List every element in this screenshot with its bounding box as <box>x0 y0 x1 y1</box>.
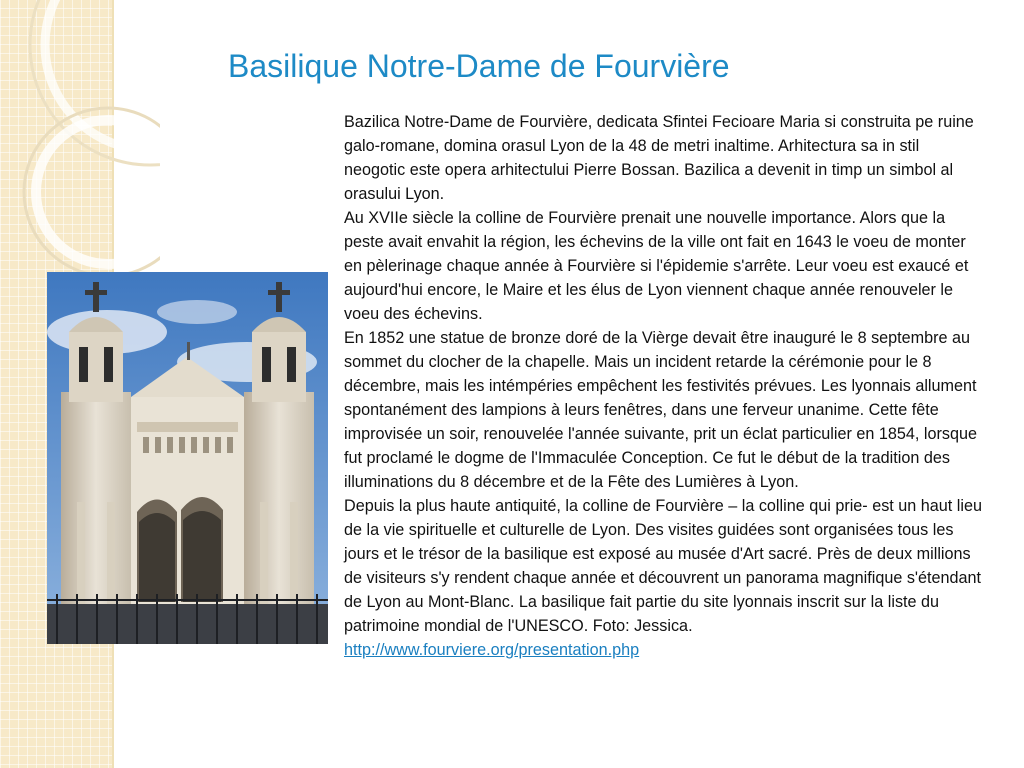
paragraph-colline-qui-prie: Depuis la plus haute antiquité, la colline de Fourvière – la colline qui prie- est un haut lieu de la vie spirituelle et culturelle de Lyon. Des visites guidées sont organisées tous les jours et le trésor de la basilique est exposé au musée d'Art sacré. Près de deux millions de visiteurs s'y rendent chaque année et découvrent un panorama magnifique s'étendant de Lyon au Mont-Blanc. La basilique fait partie du site lyonnais inscrit sur la liste du patrimoine mondial de l'UNESCO. Foto: Jessica. <box>344 497 982 635</box>
slide-title: Basilique Notre-Dame de Fourvière <box>228 48 730 84</box>
paragraph-statue-1852: En 1852 une statue de bronze doré de la Vièrge devait être inauguré le 8 septembre au sommet du clocher de la chapelle. Mais un incident retarde la cérémonie pour le 8 décembre, mais les intémpéries empêchent les festivités prévues. Les lyonnais allument spontanément des lampions à leurs fenêtres, dans une ferveur unanime. Cette fête improvisée un soir, renouvelée l'année suivante, prit un éclat particulier en 1854, lorsque fut proclamé le dogme de l'Immaculée Conception. Ce fut le début de la tradition des illuminations du 8 décembre et de la Fête des Lumières à Lyon. <box>344 329 977 491</box>
paragraph-xviie-siecle: Au XVIIe siècle la colline de Fourvière prenait une nouvelle importance. Alors que la peste avait envahit la région, les échevins de la ville ont fait en 1643 le voeu de monter en pèlerinage chaque année à Fourvière si l'épidemie s'arrête. Leur voeu est exaucé et aujourd'hui encore, le Maire et les élus de Lyon viennent chaque année renouveler le voeu des échevins. <box>344 209 969 323</box>
paragraph-basilica-intro: Bazilica Notre-Dame de Fourvière, dedicata Sfintei Fecioare Maria si construita pe ruine galo-romane, domina orasul Lyon de la 48 de metri inaltime. Arhitectura sa in stil neogotic este opera arhitectului Pierre Bossan. Bazilica a devenit in timp un simbol al orasului Lyon. <box>344 113 974 203</box>
basilica-photo <box>47 272 328 644</box>
body-text <box>344 110 984 662</box>
fourviere-presentation-link[interactable]: http://www.fourviere.org/presentation.php <box>344 641 640 659</box>
